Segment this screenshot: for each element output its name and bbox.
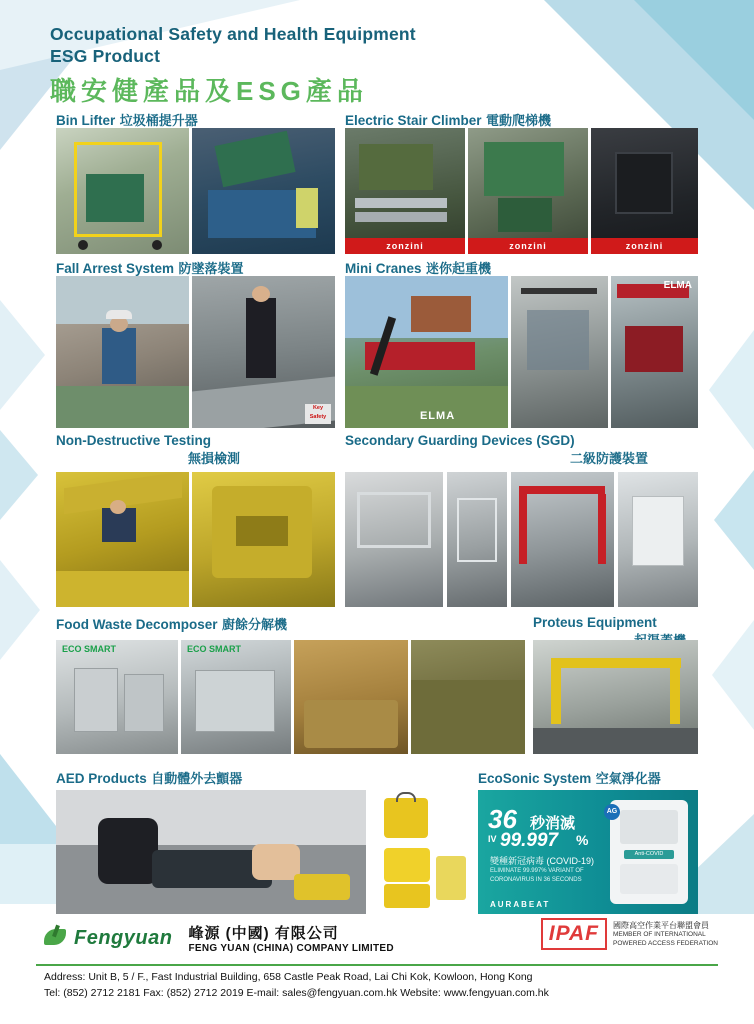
stair-climber-photo-1: [345, 128, 465, 254]
eco-smart-label-1: ECO SMART: [62, 644, 116, 654]
zonzini-brand-label-1: zonzini: [345, 238, 465, 254]
ecosonic-percent-symbol: %: [576, 832, 589, 848]
ndt-title-cn: 無損檢測: [188, 451, 241, 466]
section-stair-climber-heading: [345, 110, 551, 130]
fall-arrest-title-en: Fall Arrest System: [56, 261, 175, 276]
sgd-photo-1: [345, 472, 443, 607]
title-english-line-2: ESG Product: [50, 45, 161, 66]
fengyuan-logo: [44, 925, 172, 951]
title-english-line-1: Occupational Safety and Health Equipment: [50, 24, 416, 44]
elma-brand-label-1: ELMA: [419, 410, 456, 422]
anti-covid-product-label: Anti-COVID: [624, 850, 674, 859]
aed-photo-1: [56, 790, 366, 915]
mini-cranes-title-cn: 迷你起重機: [425, 261, 491, 276]
mini-crane-photo-2: [511, 276, 608, 428]
ecosonic-title-cn: 空氣淨化器: [595, 771, 661, 786]
company-name-en: FENG YUAN (CHINA) COMPANY LIMITED: [188, 943, 394, 954]
mini-cranes-title-en: Mini Cranes: [345, 261, 422, 276]
page-title: [0, 0, 754, 108]
food-waste-photo-1: [56, 640, 178, 754]
aed-title-cn: 自動體外去顫器: [151, 771, 243, 786]
sgd-photo-3: [511, 472, 614, 607]
ipaf-logo-box: [541, 918, 607, 950]
mini-crane-photo-1: [345, 276, 508, 428]
ipaf-membership: [541, 918, 718, 950]
food-waste-photo-2: [181, 640, 291, 754]
sgd-photo-4: [618, 472, 698, 607]
aurabeat-brand-label: AURABEAT: [490, 900, 551, 909]
aed-title-en: AED Products: [56, 771, 147, 786]
zonzini-brand-label-2: zonzini: [468, 238, 588, 254]
company-name-cn: 峰源 (中國) 有限公司: [188, 925, 339, 942]
sgd-title-cn-wrap: [570, 448, 648, 468]
section-bin-lifter-heading: [56, 110, 198, 130]
air-purifier-image: [610, 800, 688, 904]
ndt-photo-2: [192, 472, 335, 607]
ecosonic-title-en: EcoSonic System: [478, 771, 592, 786]
footer-contact: Tel: (852) 2712 2181 Fax: (852) 2712 2019 E-mail: sales@fengyuan.com.hk Website: www.fengyuan.com.hk: [44, 986, 549, 999]
ecosonic-english-line-2: CORONAVIRUS IN 36 SECONDS: [490, 877, 582, 883]
ipaf-sub-line-2: POWERED ACCESS FEDERATION: [613, 939, 718, 947]
stair-climber-photo-2: [468, 128, 588, 254]
ndt-title-cn-wrap: [188, 448, 240, 468]
sgd-photo-2: [447, 472, 507, 607]
ndt-photo-1: [56, 472, 189, 607]
stair-climber-title-cn: 電動爬梯機: [486, 113, 552, 128]
ecosonic-percent: 99.997: [500, 830, 559, 851]
bin-lifter-photo-1: [56, 128, 189, 254]
mini-crane-photo-3: [611, 276, 698, 428]
proteus-photo-1: [533, 640, 698, 754]
fengyuan-logo-text: Fengyuan: [74, 926, 173, 949]
ipaf-membership-cn: 國際高空作業平台聯盟會員: [613, 921, 710, 931]
fall-arrest-photo-2: [192, 276, 335, 428]
footer: [0, 914, 754, 1024]
ndt-title-en: Non-Destructive Testing: [56, 433, 212, 448]
ipaf-sub-line-1: MEMBER OF INTERNATIONAL: [613, 931, 706, 939]
ecosonic-seconds-suffix: 秒消滅: [530, 815, 576, 832]
food-waste-photo-3: [294, 640, 408, 754]
ecosonic-virus-line: 變種新冠病毒 (COVID-19): [490, 856, 595, 866]
bin-lifter-photo-2: [192, 128, 335, 254]
bin-lifter-title-en: Bin Lifter: [56, 113, 116, 128]
ipaf-logo-text: IPAF: [548, 922, 600, 945]
section-sgd-heading: [345, 432, 575, 450]
section-fall-arrest-heading: [56, 258, 244, 278]
sgd-title-en: Secondary Guarding Devices (SGD): [345, 433, 575, 448]
section-ecosonic-heading: [478, 768, 661, 788]
fall-arrest-title-cn: 防墜落裝置: [178, 261, 244, 276]
ecosonic-seconds-number: 36: [488, 804, 517, 834]
aed-photo-2: [370, 790, 472, 915]
footer-divider: [36, 964, 718, 966]
ecosonic-poster: 36 秒消滅 IV 99.997 % 變種新冠病毒 (COVID-19) ELIMINATE 99.997% VARIANT OF CORONAVIRUS IN 36 SECONDS AURABEAT Anti-COVID AG: [478, 790, 698, 915]
food-waste-title-cn: 廚餘分解機: [221, 617, 287, 632]
section-food-waste-heading: [56, 614, 287, 634]
stair-climber-photo-3: [591, 128, 698, 254]
proteus-title-en: Proteus Equipment: [533, 615, 657, 630]
food-waste-title-en: Food Waste Decomposer: [56, 617, 218, 632]
fall-arrest-photo-1: [56, 276, 189, 428]
footer-address: Address: Unit B, 5 / F., Fast Industrial Building, 658 Castle Peak Road, Lai Chi Kok, Kowloon, Hong Kong: [44, 971, 533, 983]
bin-lifter-title-cn: 垃圾桶提升器: [119, 113, 198, 128]
stair-climber-title-en: Electric Stair Climber: [345, 113, 482, 128]
ecosonic-english-line-1: ELIMINATE 99.997% VARIANT OF: [490, 868, 584, 874]
zonzini-brand-label-3: zonzini: [591, 238, 698, 254]
title-chinese: 職安健產品及ESG產品: [50, 75, 368, 106]
key-safety-logo: Key Safety: [305, 404, 331, 424]
elma-brand-label-2: ELMA: [663, 280, 692, 291]
section-aed-heading: [56, 768, 242, 788]
sgd-title-cn: 二級防護裝置: [570, 451, 649, 466]
section-mini-cranes-heading: [345, 258, 491, 278]
food-waste-photo-4: [411, 640, 525, 754]
eco-smart-label-2: ECO SMART: [187, 644, 241, 654]
ag-badge: AG: [604, 804, 620, 820]
